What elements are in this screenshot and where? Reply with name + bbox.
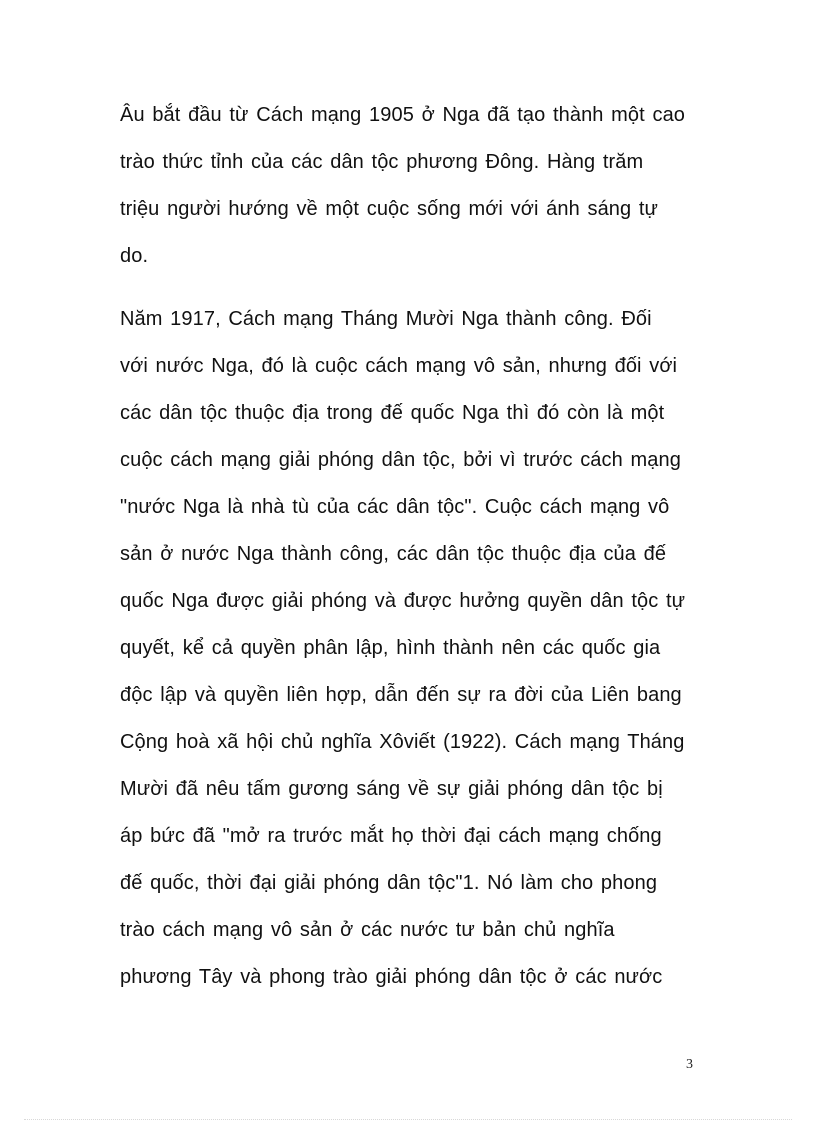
text-line: quốc Nga được giải phóng và được hưởng quyền dân tộc tự [120, 590, 686, 612]
text-line: trào thức tỉnh của các dân tộc phương Đông. Hàng trăm [120, 151, 644, 173]
text-line: áp bức đã "mở ra trước mắt họ thời đại cách mạng chống [120, 825, 662, 847]
text-line: triệu người hướng về một cuộc sống mới với ánh sáng tự [120, 198, 659, 220]
text-line: với nước Nga, đó là cuộc cách mạng vô sản, nhưng đối với [120, 355, 678, 377]
text-line: quyết, kể cả quyền phân lập, hình thành nên các quốc gia [120, 637, 661, 659]
text-line: do. [120, 245, 149, 267]
text-line: sản ở nước Nga thành công, các dân tộc thuộc địa của đế [120, 543, 667, 565]
text-line: Mười đã nêu tấm gương sáng về sự giải phóng dân tộc bị [120, 778, 663, 800]
text-line: Âu bắt đầu từ Cách mạng 1905 ở Nga đã tạo thành một cao [120, 104, 686, 126]
text-line: phương Tây và phong trào giải phóng dân tộc ở các nước [120, 966, 663, 988]
page-bottom-rule [24, 1119, 792, 1120]
text-line: các dân tộc thuộc địa trong đế quốc Nga thì đó còn là một [120, 402, 665, 424]
page-number: 3 [686, 1057, 693, 1072]
text-line: độc lập và quyền liên hợp, dẫn đến sự ra đời của Liên bang [120, 684, 682, 706]
text-line: cuộc cách mạng giải phóng dân tộc, bởi vì trước cách mạng [120, 449, 681, 471]
text-line: Năm 1917, Cách mạng Tháng Mười Nga thành công. Đối [120, 308, 652, 330]
body-text [120, 92, 700, 1001]
paragraph-gap [120, 280, 700, 296]
text-line: "nước Nga là nhà tù của các dân tộc". Cuộc cách mạng vô [120, 496, 670, 518]
text-line: Cộng hoà xã hội chủ nghĩa Xôviết (1922). Cách mạng Tháng [120, 731, 685, 753]
text-line: đế quốc, thời đại giải phóng dân tộc"1. Nó làm cho phong [120, 872, 658, 894]
text-line: trào cách mạng vô sản ở các nước tư bản chủ nghĩa [120, 919, 615, 941]
